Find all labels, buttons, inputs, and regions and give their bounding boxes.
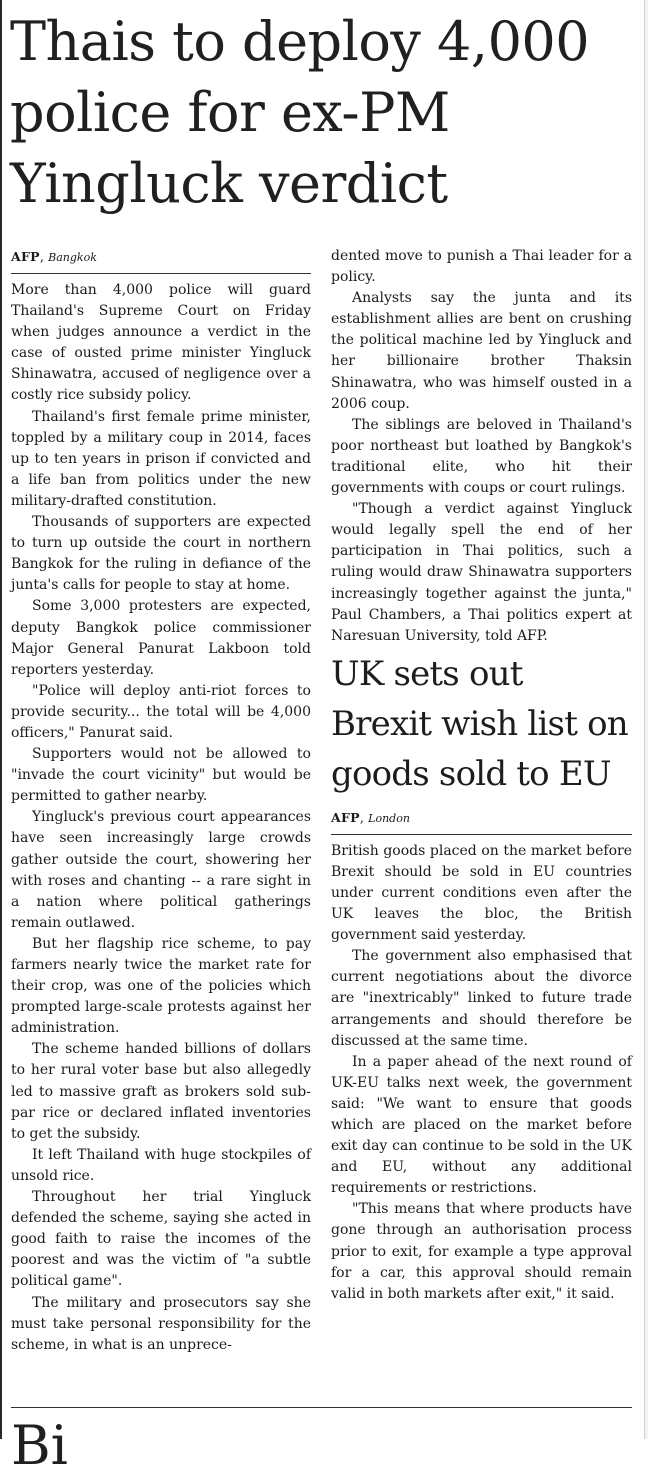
next-article-headline-fragment: Bi <box>11 1414 68 1477</box>
paragraph: The government also emphasised that current negotiations about the divorce are "inextricably" linked to future trade arrangements and should therefore be discussed at the same time. <box>331 948 632 1049</box>
paragraph: In a paper ahead of the next round of UK-EU talks next week, the government said: "We want to ensure that goods which are placed on the market before exit day can continue to be sold in the UK and EU, without any additional requirements or restrictions. <box>331 1053 632 1197</box>
paragraph: It left Thailand with huge stockpiles of unsold rice. <box>11 1146 311 1184</box>
paragraph: Thailand's first female prime minister, toppled by a military coup in 2014, faces up to ten years in prison if convicted and a life ban from politics under the new military-drafted constitution. <box>11 408 311 509</box>
byline-location: Bangkok <box>48 251 97 264</box>
byline: AFP, Bangkok <box>11 246 311 274</box>
second-article-headline: UK sets out Brexit wish list on goods sold to EU <box>331 653 628 794</box>
byline-location: London <box>368 811 410 825</box>
byline-agency: AFP <box>331 809 360 825</box>
page-left-edge <box>0 0 2 1439</box>
article-body-col2 <box>331 246 632 647</box>
paragraph: More than 4,000 police will guard Thailand's Supreme Court on Friday when judges announce a verdict in the case of ousted prime minister Yingluck Shinawatra, accused of negligence over a costly rice subsidy policy. <box>11 282 311 404</box>
byline-agency: AFP <box>11 249 40 264</box>
paragraph: British goods placed on the market before Brexit should be sold in EU countries under current conditions even after the UK leaves the bloc, the British government said yesterday. <box>331 842 632 944</box>
paragraph: Throughout her trial Yingluck defended the scheme, saying she acted in good faith to raise the incomes of the poorest and was the victim of "a subtle political game". <box>11 1189 311 1290</box>
paragraph: The military and prosecutors say she must take personal responsibility for the scheme, in what is an unprece- <box>11 1294 311 1353</box>
paragraph: Yingluck's previous court appearances have seen increasingly large crowds gather outside the court, showering her with roses and chanting -- a rare sight in a nation where political gatherings remain outlawed. <box>11 809 311 931</box>
paragraph: "Though a verdict against Yingluck would legally spell the end of her participation in Thai politics, such a ruling would draw Shinawatra supporters increasingly together against the junta," Paul Chambers, a Thai politics expert at Naresuan University, told AFP. <box>331 501 632 644</box>
paragraph: The siblings are beloved in Thailand's poor northeast but loathed by Bangkok's traditional elite, who hit their governments with coups or court rulings. <box>331 416 632 497</box>
second-article-byline: AFP, London <box>331 807 632 835</box>
paragraph: Analysts say the junta and its establishment allies are bent on crushing the political machine led by Yingluck and her billionaire brother Thaksin Shinawatra, who was himself ousted in a 2006 coup. <box>331 290 632 412</box>
article-headline: Thais to deploy 4,000 police for ex-PM Yingluck verdict <box>10 10 590 215</box>
paragraph: Thousands of supporters are expected to turn up outside the court in northern Bangkok for the ruling in defiance of the junta's calls for people to stay at home. <box>11 514 311 594</box>
article-column-2 <box>331 246 632 1305</box>
article-column-1 <box>11 246 311 1356</box>
paragraph: Some 3,000 protesters are expected, deputy Bangkok police commissioner Major General Panurat Lakboon told reporters yesterday. <box>11 598 311 678</box>
paragraph: dented move to punish a Thai leader for a policy. <box>331 248 632 286</box>
paragraph: "This means that where products have gone through an authorisation process prior to exit, for example a type approval for a car, this approval should remain valid in both markets after exit," it said. <box>331 1201 632 1302</box>
paragraph: Supporters would not be allowed to "invade the court vicinity" but would be permitted to gather nearby. <box>11 746 311 805</box>
page-right-edge <box>644 0 648 1439</box>
article-body-col1 <box>11 280 311 1356</box>
paragraph: The scheme handed billions of dollars to her rural voter base but also allegedly led to massive graft as brokers sold sub-par rice or declared inflated inventories to get the subsidy. <box>11 1041 311 1142</box>
paragraph: "Police will deploy anti-riot forces to provide security... the total will be 4,000 officers," Panurat said. <box>11 682 311 741</box>
section-divider <box>11 1407 632 1408</box>
second-article-body <box>331 841 632 1305</box>
paragraph: But her flagship rice scheme, to pay farmers nearly twice the market rate for their crop, was one of the policies which prompted large-scale protests against her administration. <box>11 935 311 1037</box>
